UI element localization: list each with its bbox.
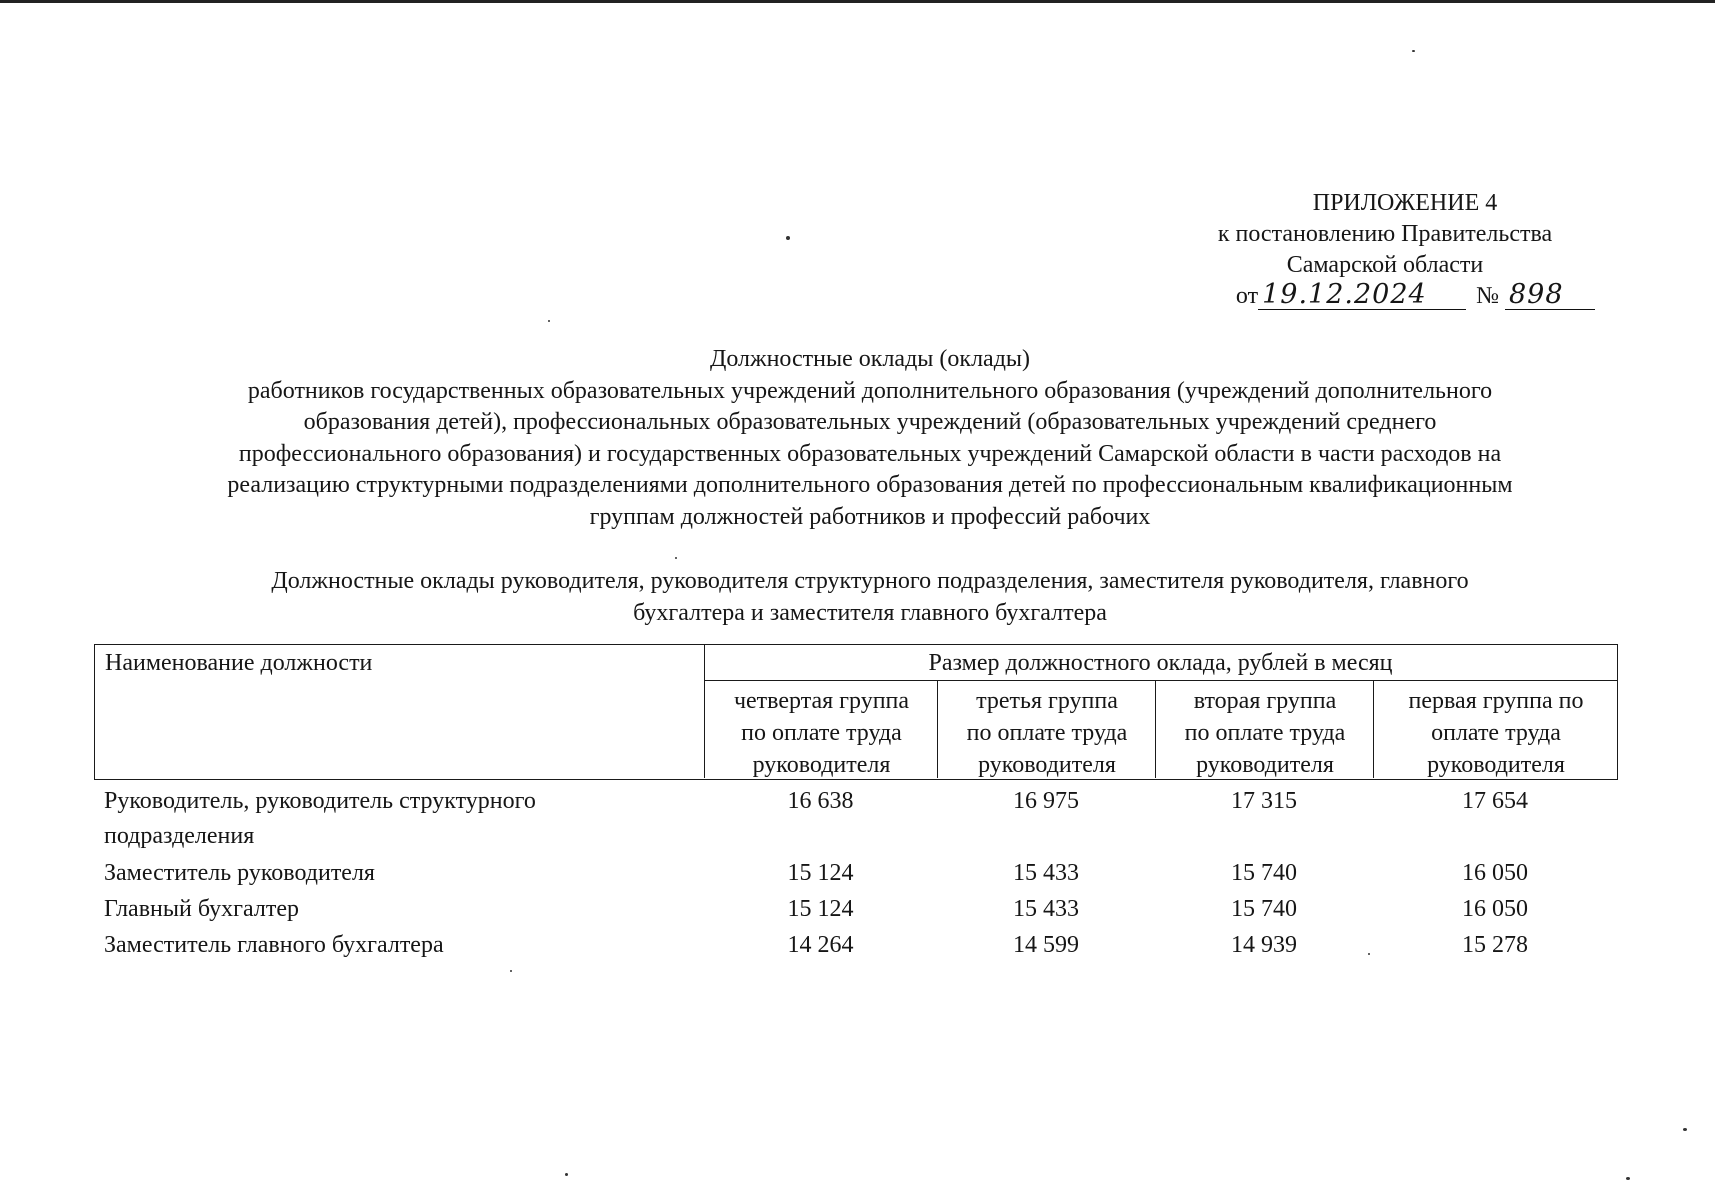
- scan-speck: [786, 236, 790, 240]
- salary-value: 15 433: [1013, 896, 1079, 922]
- salary-value: 14 599: [1013, 932, 1079, 958]
- column-divider: [1373, 680, 1374, 778]
- salary-value: 14 264: [787, 932, 854, 958]
- caption-line: бухгалтера и заместителя главного бухгалтера: [633, 599, 1107, 626]
- heading-line: группам должностей работников и профессий рабочих: [589, 503, 1151, 530]
- salary-value: 17 654: [1462, 788, 1528, 814]
- position-column-header: Наименование должности: [105, 650, 373, 676]
- group-header-third: [939, 685, 1155, 781]
- heading-line: реализацию структурными подразделениями дополнительного образования детей по профессиональным квалификационным: [227, 472, 1513, 498]
- appendix-title: ПРИЛОЖЕНИЕ 4: [1312, 190, 1498, 216]
- handwritten-number: 898: [1505, 282, 1595, 310]
- column-divider: [1155, 680, 1156, 778]
- group-header-line: руководителя: [752, 752, 891, 778]
- salary-value: 16 050: [1462, 896, 1528, 922]
- scan-speck: [1412, 50, 1415, 52]
- position-name-continued: подразделения: [104, 823, 255, 849]
- position-name: Заместитель руководителя: [104, 860, 375, 886]
- group-header-line: третья группа: [976, 688, 1118, 714]
- scan-speck: [565, 1173, 568, 1176]
- group-header-line: руководителя: [978, 752, 1116, 778]
- position-name: Руководитель, руководитель структурного: [104, 788, 536, 814]
- group-header-line: руководителя: [1196, 752, 1334, 778]
- appendix-date-line: [1175, 281, 1595, 312]
- table-header: [94, 644, 1618, 780]
- group-header-line: вторая группа: [1193, 688, 1337, 714]
- column-divider: [937, 680, 938, 778]
- salary-value: 14 939: [1231, 932, 1297, 958]
- heading-line: образования детей), профессиональных образовательных учреждений (образовательных учреждений среднего: [303, 409, 1437, 435]
- salary-value: 15 740: [1231, 896, 1297, 922]
- salary-value: 17 315: [1231, 788, 1297, 814]
- group-header-line: четвертая группа: [733, 688, 910, 714]
- appendix-region-line: Самарской области: [1286, 252, 1484, 278]
- scan-speck: [675, 557, 677, 559]
- salary-column-header: Размер должностного оклада, рублей в месяц: [928, 650, 1393, 676]
- scan-speck: [1626, 1177, 1630, 1180]
- appendix-block: [1175, 188, 1595, 312]
- salary-value: 16 050: [1462, 860, 1528, 886]
- group-header-line: руководителя: [1427, 752, 1565, 778]
- position-name: Главный бухгалтер: [104, 896, 299, 922]
- salary-value: 16 975: [1013, 788, 1079, 814]
- document-heading: [100, 344, 1640, 533]
- salary-value: 15 278: [1462, 932, 1528, 958]
- appendix-decree-line: к постановлению Правительства: [1217, 221, 1553, 247]
- caption-line: Должностные оклады руководителя, руководителя структурного подразделения, заместителя руководителя, главного: [271, 568, 1469, 594]
- heading-line: работников государственных образовательных учреждений дополнительного образования (учреждений дополнительного: [247, 377, 1493, 404]
- salary-value: 15 124: [787, 896, 854, 922]
- group-header-fourth: [706, 685, 937, 781]
- heading-title: Должностные оклады (оклады): [709, 346, 1031, 372]
- group-header-line: по оплате труда: [966, 720, 1128, 746]
- group-header-line: первая группа по: [1408, 688, 1584, 714]
- position-name: Заместитель главного бухгалтера: [104, 932, 444, 958]
- salary-value: 15 433: [1013, 860, 1079, 886]
- date-prefix: от: [1235, 283, 1259, 309]
- heading-line: профессионального образования) и государственных образовательных учреждений Самарской области в части расходов на: [238, 440, 1502, 467]
- salary-value: 16 638: [787, 788, 854, 814]
- scan-speck: [1683, 1128, 1687, 1131]
- salary-table: [94, 644, 1618, 964]
- scan-speck: [510, 970, 512, 972]
- salary-value: 15 124: [787, 860, 854, 886]
- salary-value: 15 740: [1231, 860, 1297, 886]
- group-header-line: оплате труда: [1431, 720, 1561, 746]
- scan-top-edge: [0, 0, 1715, 3]
- scan-speck: [548, 320, 550, 322]
- group-header-first: [1375, 685, 1617, 781]
- group-header-second: [1157, 685, 1373, 781]
- table-row: [94, 784, 1618, 856]
- table-caption: [100, 566, 1640, 629]
- table-row: [94, 856, 1618, 892]
- group-header-line: по оплате труда: [1184, 720, 1346, 746]
- handwritten-date: 19.12.2024: [1258, 282, 1466, 310]
- table-body: [94, 784, 1618, 964]
- table-row: [94, 892, 1618, 928]
- group-header-line: по оплате труда: [741, 720, 902, 746]
- table-row: [94, 928, 1618, 964]
- number-sign: №: [1476, 283, 1499, 309]
- header-divider: [704, 680, 1617, 681]
